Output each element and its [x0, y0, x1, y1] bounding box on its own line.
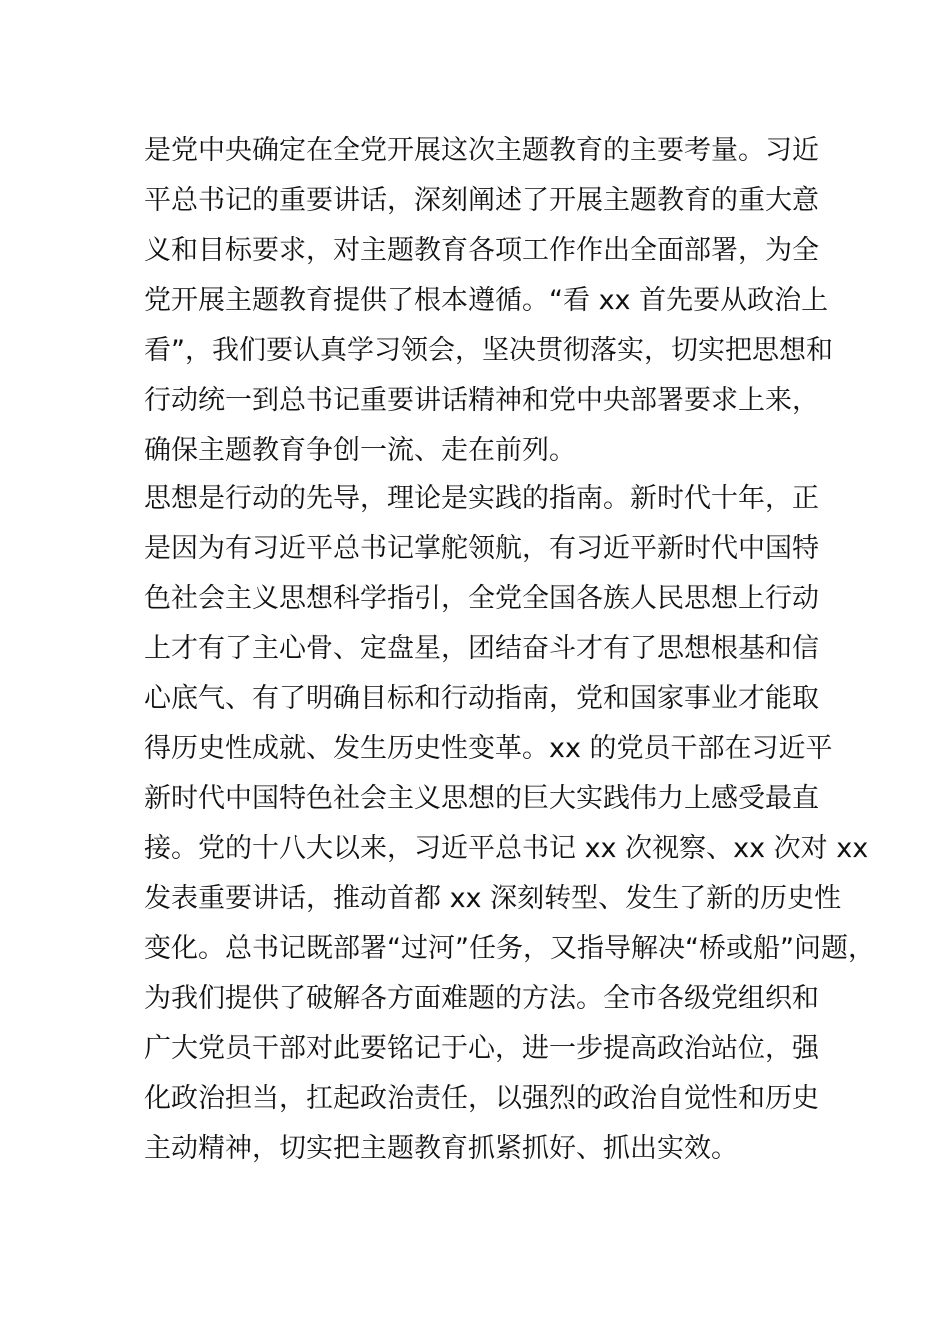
- paragraph-line: 新时代中国特色社会主义思想的巨大实践伟力上感受最直: [144, 783, 819, 814]
- paragraph-line: 平总书记的重要讲话，深刻阐述了开展主题教育的重大意: [144, 185, 819, 216]
- paragraph-line: 化政治担当，扛起政治责任，以强烈的政治自觉性和历史: [144, 1083, 819, 1114]
- paragraph-line: 得历史性成就、发生历史性变革。xx 的党员干部在习近平: [144, 733, 833, 764]
- paragraph-line: 思想是行动的先导，理论是实践的指南。新时代十年，正: [144, 483, 819, 514]
- paragraph-line: 心底气、有了明确目标和行动指南，党和国家事业才能取: [144, 683, 819, 714]
- paragraph-line: 看”，我们要认真学习领会，坚决贯彻落实，切实把思想和: [144, 335, 833, 366]
- paragraph-2: [144, 474, 875, 1174]
- paragraph-line: 为我们提供了破解各方面难题的方法。全市各级党组织和: [144, 983, 819, 1014]
- paragraph-line: 义和目标要求，对主题教育各项工作作出全面部署，为全: [144, 235, 819, 266]
- paragraph-line: 主动精神，切实把主题教育抓紧抓好、抓出实效。: [144, 1133, 738, 1164]
- paragraph-line: 确保主题教育争创一流、走在前列。: [144, 435, 576, 466]
- paragraph-line: 行动统一到总书记重要讲话精神和党中央部署要求上来，: [144, 385, 819, 416]
- paragraph-1: [144, 126, 844, 476]
- paragraph-line: 党开展主题教育提供了根本遵循。“看 xx 首先要从政治上: [144, 285, 829, 316]
- paragraph-line: 是因为有习近平总书记掌舵领航，有习近平新时代中国特: [144, 533, 819, 564]
- paragraph-line: 上才有了主心骨、定盘星，团结奋斗才有了思想根基和信: [144, 633, 819, 664]
- paragraph-line: 发表重要讲话，推动首都 xx 深刻转型、发生了新的历史性: [144, 883, 842, 914]
- paragraph-line: 接。党的十八大以来，习近平总书记 xx 次视察、xx 次对 xx: [144, 833, 869, 864]
- paragraph-line: 变化。总书记既部署“过河”任务，又指导解决“桥或船”问题，: [144, 933, 875, 964]
- paragraph-line: 色社会主义思想科学指引，全党全国各族人民思想上行动: [144, 583, 819, 614]
- paragraph-line: 是党中央确定在全党开展这次主题教育的主要考量。习近: [144, 135, 819, 166]
- paragraph-line: 广大党员干部对此要铭记于心，进一步提高政治站位，强: [144, 1033, 819, 1064]
